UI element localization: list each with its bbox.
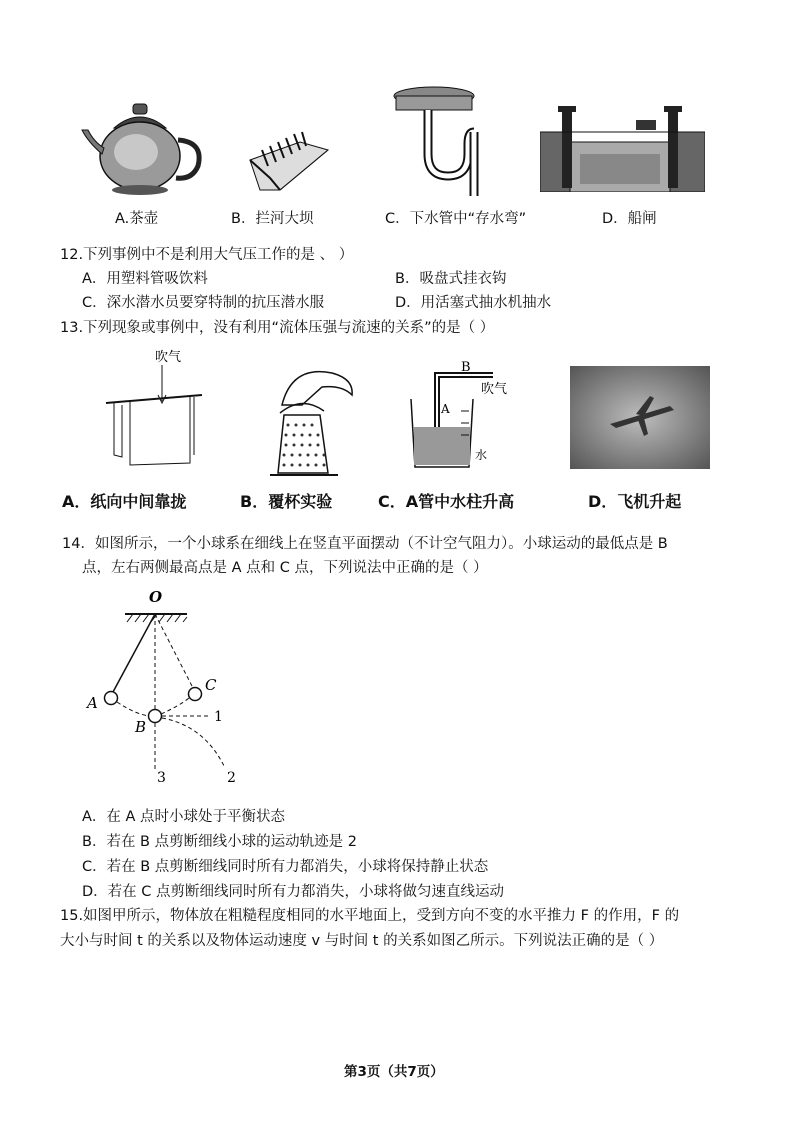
q13-caption-c: C．A管中水柱升高 <box>378 492 515 511</box>
blow-label: 吹气 <box>155 350 182 365</box>
beaker-tube-figure <box>405 355 515 475</box>
teapot-figure <box>78 100 208 200</box>
q11-caption-b: B．拦河大坝 <box>231 211 314 227</box>
blow-label-c: 吹气 <box>481 382 508 397</box>
tube-b-label: B <box>461 360 471 375</box>
point-a-label: A <box>87 694 98 712</box>
point-o-label: O <box>149 588 163 606</box>
airplane-photo <box>570 366 710 469</box>
ship-lock-figure <box>540 102 705 192</box>
q14-option-d: D．若在 C 点剪断细线同时所有力都消失，小球将做匀速直线运动 <box>82 884 505 900</box>
q11-caption-a: A.茶壶 <box>115 211 159 227</box>
q11-caption-d: D．船闸 <box>602 211 657 227</box>
water-label: 水 <box>475 448 488 462</box>
q12-option-b: B．吸盘式挂衣钩 <box>395 271 507 287</box>
q14-option-a: A．在 A 点时小球处于平衡状态 <box>82 809 286 825</box>
page-number: 第3页（共7页） <box>344 1064 444 1080</box>
q11-caption-c: C．下水管中“存水弯” <box>385 211 527 227</box>
dam-figure <box>240 120 335 200</box>
q15-stem-line2: 大小与时间 t 的关系以及物体运动速度 v 与时间 t 的关系如图乙所示。下列说法正确的是（ ） <box>60 933 664 949</box>
q12-option-c: C．深水潜水员要穿特制的抗压潜水服 <box>82 295 325 311</box>
q13-caption-a: A．纸向中间靠拢 <box>62 492 187 511</box>
q15-stem-line1: 15.如图甲所示，物体放在粗糙程度相同的水平地面上，受到方向不变的水平推力 F 的作用，F 的 <box>60 908 680 924</box>
q12-option-a: A．用塑料管吸饮料 <box>82 271 208 287</box>
trajectory-3-label: 3 <box>157 770 166 786</box>
q14-option-c: C．若在 B 点剪断细线同时所有力都消失，小球将保持静止状态 <box>82 859 489 875</box>
q14-stem-line1: 14．如图所示，一个小球系在细线上在竖直平面摆动（不计空气阻力）。小球运动的最低点是 B <box>62 536 668 552</box>
tube-a-label: A <box>441 402 450 416</box>
point-b-label: B <box>135 718 147 736</box>
q12-option-d: D．用活塞式抽水机抽水 <box>395 295 552 311</box>
q12-stem: 12.下列事例中不是利用大气压工作的是 、 ） <box>60 247 354 263</box>
cup-experiment-figure <box>262 355 362 480</box>
trajectory-2-label: 2 <box>227 770 236 786</box>
q13-caption-b: B．覆杯实验 <box>240 492 333 511</box>
q13-caption-d: D．飞机升起 <box>588 492 682 511</box>
q13-stem: 13.下列现象或事例中，没有利用“流体压强与流速的关系”的是（ ） <box>60 320 495 336</box>
sink-trap-figure <box>390 84 490 199</box>
paper-blow-figure <box>100 345 220 475</box>
point-c-label: C <box>205 676 217 694</box>
q14-stem-line2: 点，左右两侧最高点是 A 点和 C 点，下列说法中正确的是（ ） <box>82 560 488 576</box>
pendulum-figure <box>75 580 265 790</box>
trajectory-1-label: 1 <box>214 709 223 725</box>
q14-option-b: B．若在 B 点剪断细线小球的运动轨迹是 2 <box>82 834 357 850</box>
